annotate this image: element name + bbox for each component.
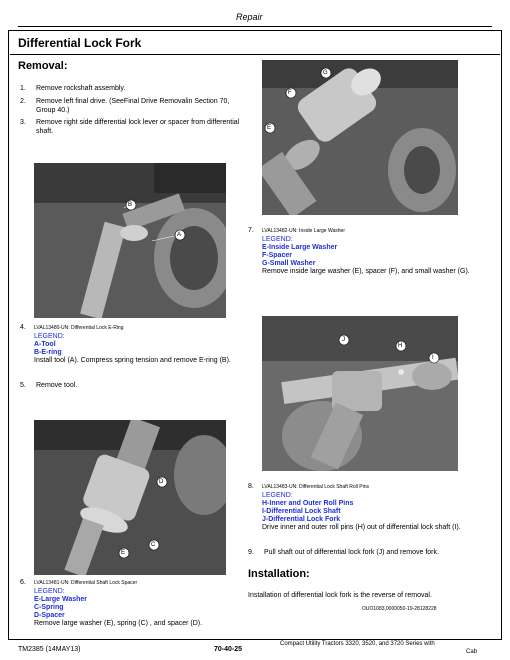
- step-2: 2. Remove left final drive. (SeeFinal Drive Removalin Section 70, Group 40.): [20, 98, 230, 114]
- figure-8-legend-i: I-Differential Lock Shaft: [262, 508, 341, 515]
- footer-manual-title: Compact Utility Tractors 3320, 3520, and 3720 Series with: [280, 641, 435, 647]
- figure-4-number: 4.: [20, 324, 26, 331]
- figure-6-text: Remove large washer (E), spring (C) , and spacer (D).: [34, 620, 203, 627]
- figure-6-legend-e: E-Large Washer: [34, 596, 88, 603]
- step-1: 1. Remove rockshaft assembly.: [20, 85, 126, 92]
- figure-6-legend-c: C-Spring: [34, 604, 64, 611]
- figure-8-legend-title: LEGEND:: [262, 492, 293, 499]
- figure-4-text: Install tool (A). Compress spring tension and remove E-ring (B).: [34, 357, 231, 364]
- figure-4-legend-title: LEGEND:: [34, 333, 65, 340]
- step-9: 9. Pull shaft out of differential lock fork (J) and remove fork.: [248, 549, 439, 556]
- figure-8-photo: [262, 316, 458, 471]
- figure-7-number: 7.: [248, 227, 254, 234]
- footer-document-id: TM2385 (14MAY13): [18, 646, 81, 653]
- figure-4-legend-a: A-Tool: [34, 341, 56, 348]
- callout-a: A: [177, 232, 182, 238]
- callout-e: E: [121, 550, 126, 556]
- figure-7-legend-title: LEGEND:: [262, 236, 293, 243]
- callout-b: B: [128, 202, 133, 208]
- figure-8-text: Drive inner and outer roll pins (H) out of differential lock shaft (I).: [262, 524, 461, 531]
- figure-6-caption: LVAL13481-UN: Differential Shaft Lock Spacer: [34, 580, 138, 586]
- removal-heading: Removal:: [18, 60, 68, 72]
- figure-6-legend-d: D-Spacer: [34, 612, 65, 619]
- figure-7-photo: [262, 60, 458, 215]
- figure-6-photo: [34, 420, 226, 575]
- figure-4-legend-b: B-E-ring: [34, 349, 62, 356]
- figure-7-legend-f: F-Spacer: [262, 252, 292, 259]
- callout-g: G: [323, 70, 328, 76]
- figure-4-caption: LVAL13480-UN: Differential Lock E-Ring: [34, 325, 124, 331]
- callout-f: F: [288, 90, 292, 96]
- figure-8-number: 8.: [248, 483, 254, 490]
- figure-8-legend-j: J-Differential Lock Fork: [262, 516, 341, 523]
- callout-j: J: [342, 337, 345, 343]
- header-rule: [18, 26, 492, 27]
- installation-heading: Installation:: [248, 568, 310, 580]
- figure-8-caption: LVAL13483-UN: Differential Lock Shaft Roll Pins: [262, 484, 369, 490]
- page-header-title: Repair: [236, 12, 263, 22]
- footer-page-number: 70-40-25: [214, 646, 243, 653]
- section-title: Differential Lock Fork: [18, 36, 142, 50]
- installation-text: Installation of differential lock fork is the reverse of removal.: [248, 592, 432, 599]
- step-5: 5. Remove tool.: [20, 382, 78, 389]
- figure-7-text: Remove inside large washer (E), spacer (F), and small washer (G).: [262, 268, 470, 275]
- callout-c: C: [151, 542, 156, 548]
- footer-manual-title-2: Cab: [466, 649, 478, 655]
- figure-7-caption: LVAL13482-UN: Inside Large Washer: [262, 228, 346, 234]
- callout-h: H: [398, 343, 403, 349]
- callout-d: D: [159, 479, 164, 485]
- figure-8-legend-h: H-Inner and Outer Roll Pins: [262, 500, 354, 507]
- figure-7-legend-e: E-Inside Large Washer: [262, 244, 338, 251]
- section-title-rule: [10, 54, 500, 55]
- callout-i: I: [432, 355, 434, 361]
- callout-e-fig7: E: [267, 125, 272, 131]
- figure-4-photo: [34, 163, 226, 318]
- installation-reference: OUO1083,0000050-19-28128228: [362, 606, 437, 612]
- step-3: 3. Remove right side differential lock lever or spacer from differential shaft.: [20, 119, 240, 135]
- figure-6-legend-title: LEGEND:: [34, 588, 65, 595]
- figure-6-number: 6.: [20, 579, 26, 586]
- figure-7-legend-g: G-Small Washer: [262, 260, 316, 267]
